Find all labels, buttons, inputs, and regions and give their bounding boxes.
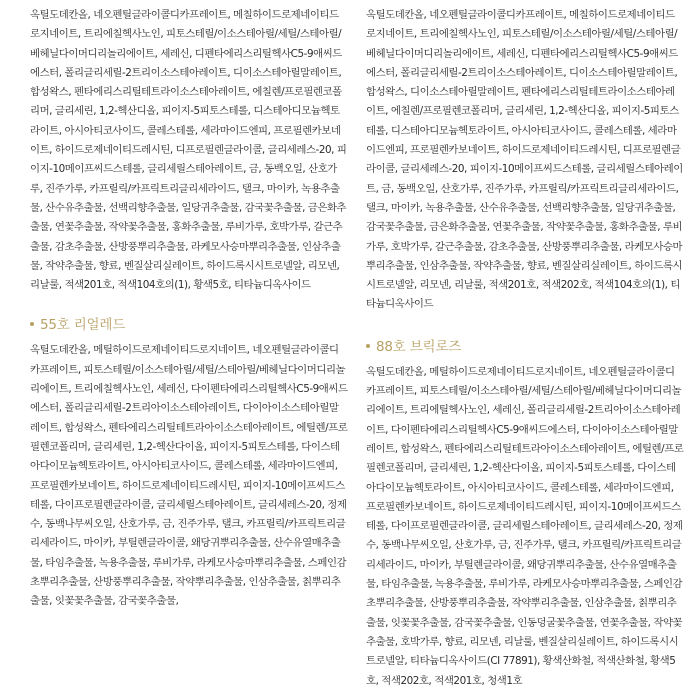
ingredient-list: 옥틸도데칸올, 메틸하이드로제네이티드로지네이트, 네오펜틸글라이콜디카프레이트, 피토스테릴/이소스테아릴/세틸/스테아릴/베헤닐다이머디리놀리에이트, 트리에틸헥사노인, 세레신, 폴리글리세릴-2트리아이소스테아레이트, 다이펜타에리스리틸헥사C5-9애씨드에스터, 다이아이소스테아릴말레이트, 합성왁스, 펜타에리스리틸테트라아이소스테아레이트, 에틸렌/프로필렌코폴리머, 글리세린, 1,2-헥산다이올, 피이지-5피토스테롤, 다이스테아다이모늄헥토라이트, 아시아티코사이드, 콜레스테롤, 세라마이드엔피, 프로필렌카보네이트, 하이드로제네이티드레시틴, 피이지-10메이프씨드스테롤, 다이프로필렌글라이콜, 글리세릴스테아레이트, 글리세레스-20, 정제수, 동백나무씨오일, 산호가루, 금, 진주가루, 탤크, 카프릴릭/카프릭트리글리세라이드, 마이카, 부틸렌글라이콜, 왜당귀뿌리추출물, 산수유열매추출물, 타임추출물, 녹용추출물, 루비가루, 라케모사승마뿌리추출물, 스페인감초뿌리추출물, 산방풍뿌리추출물, 작약뿌리추출물, 인삼추출물, 칡뿌리추출물, 잇꽃꽃추출물, 감국꽃추출물, 인동덩굴꽃추출물, 연꽃추출물, 작약꽃추출물, 호박가루, 향료, 리모넨, 리날룰, 벤질살리실레이트, 하이드록시시트로넬알, 티타늄디옥사이드(CI 77891), 황색산화철, 적색산화철, 황색5호, 적색202호, 적색201호, 청색1호 [366,365,684,687]
ingredient-list: 옥틸도데칸올, 네오펜틸글라이콜디카프레이트, 메칠하이드로제네이티드로지네이트, 트리에칠헥사노인, 피토스테릴/이소스테아릴/세틸/스테아릴/베헤닐다이머디리놀리에이트, 세레신, 디펜타에리스리틸헥사C5-9애씨드에스터, 폴리글리세릴-2트리이소스테아레이트, 디이소스테아릴말레이트, 합성왁스, 디이소스테아릴말레이트, 펜타에리스리틸테트라이소스테아레이트, 에칠렌/프로필렌코폴리머, 글리세린, 1,2-헥산디올, 피이지-5피토스테롤, 디스테아디모늄헥토라이트, 아시아티코사이드, 콜레스테롤, 세라마이드엔피, 프로필렌카보네이트, 하이드로제네이티드레시틴, 디프로필렌글라이콜, 글리세레스-20, 피이지-10메이프씨드스테롤, 글리세릴스테아레이트, 금, 동백오일, 산호가루, 진주가루, 카프릴릭/카프릭트리글리세라이드, 탤크, 마이카, 녹용추출물, 산수유추출물, 선백리향추출물, 일당귀추출물, 감국꽃추출물, 금은화추출물, 연꽃추출물, 작약꽃추출물, 홍화추출물, 루비가루, 호박가루, 갈근추출물, 감초추출물, 산방풍뿌리추출물, 라케모사승마뿌리추출물, 인삼추출물, 작약추출물, 향료, 벤질살리실레이트, 하이드록시시트로넬알, 리모넨, 리날룰, 적색201호, 적색202호, 적색104호의(1), 티타늄디옥사이드 [366,9,683,311]
ingredient-block-top-right [366,6,684,315]
left-column [30,6,348,612]
ingredient-block-88-brick-rose [366,335,684,691]
bullet-dot-icon [30,322,34,326]
shade-heading-label: 88호 브릭로즈 [376,338,462,355]
right-column [366,6,684,691]
shade-heading-label: 55호 리얼레드 [40,317,126,334]
ingredient-block-top-left [30,6,348,295]
ingredient-list: 옥틸도데칸올, 네오펜틸글라이콜디카프레이트, 메칠하이드로제네이티드로지네이트, 트리에칠헥사노인, 피토스테릴/이소스테아릴/세틸/스테아릴/베헤닐다이머디리놀리에이트, 세레신, 디펜타에리스리틸헥사C5-9애씨드에스터, 폴리글리세릴-2트리이소스테아레이트, 디이소스테아릴말레이트, 합성왁스, 펜타에리스리틸테트라이소스테아레이트, 에칠렌/프로필렌코폴리머, 글리세린, 1,2-헥산디올, 피이지-5피토스테롤, 디스테아디모늄헥토라이트, 아시아티코사이드, 콜레스테롤, 세라마이드엔피, 프로필렌카보네이트, 하이드로제네이티드레시틴, 디프로필렌글라이콜, 글리세레스-20, 피이지-10메이프씨드스테롤, 글리세릴스테아레이트, 금, 동백오일, 산호가루, 진주가루, 카프릴릭/카프릭트리글리세라이드, 탤크, 마이카, 녹용추출물, 산수유추출물, 선백리향추출물, 일당귀추출물, 감국꽃추출물, 금은화추출물, 연꽃추출물, 작약꽃추출물, 홍화추출물, 루비가루, 호박가루, 갈근추출물, 감초추출물, 산방풍뿌리추출물, 라케모사승마뿌리추출물, 인삼추출물, 작약추출물, 향료, 벤질살리실레이트, 하이드록시시트로넬알, 리모넨, 리날룰, 적색201호, 적색104호의(1), 황색5호, 티타늄디옥사이드 [30,9,347,292]
shade-heading [366,335,684,355]
bullet-dot-icon [366,344,370,348]
ingredient-list: 옥틸도데칸올, 메틸하이드로제네이티드로지네이트, 네오펜틸글라이콜디카프레이트, 피토스테릴/이소스테아릴/세틸/스테아릴/베헤닐다이머디리놀리에이트, 트리에칠헥사노인, 세레신, 다이펜타에리스리틸헥사C5-9애씨드에스터, 폴리글리세릴-2트리아이소스테아레이트, 다이아이소스테아릴말레이트, 합성왁스, 펜타에리스리틸테트라아이소스테아레이트, 에틸렌/프로필렌코폴리머, 글리세린, 1,2-헥산다이올, 피이지-5피토스테롤, 다이스테아다이모늄헥토라이트, 아시아티코사이드, 콜레스테롤, 세라마이드엔피, 프로필렌카보네이트, 하이드로제네이티드레시틴, 피이지-10메이프씨드스테롤, 다이프로필렌글라이콜, 글리세릴스테아레이트, 글리세레스-20, 정제수, 동백나무씨오일, 산호가루, 금, 진주가루, 탤크, 카프릴릭/카프릭트리글리세라이드, 마이카, 부틸렌글라이콜, 왜당귀뿌리추출물, 산수유열매추출물, 타임추출물, 녹용추출물, 루비가루, 라케모사승마뿌리추출물, 스페인감초뿌리추출물, 산방풍뿌리추출물, 작약뿌리추출물, 인삼추출물, 칡뿌리추출물, 잇꽃꽃추출물, 감국꽃추출물, [30,344,348,608]
shade-heading [30,313,348,333]
ingredient-block-55-real-red [30,313,348,611]
